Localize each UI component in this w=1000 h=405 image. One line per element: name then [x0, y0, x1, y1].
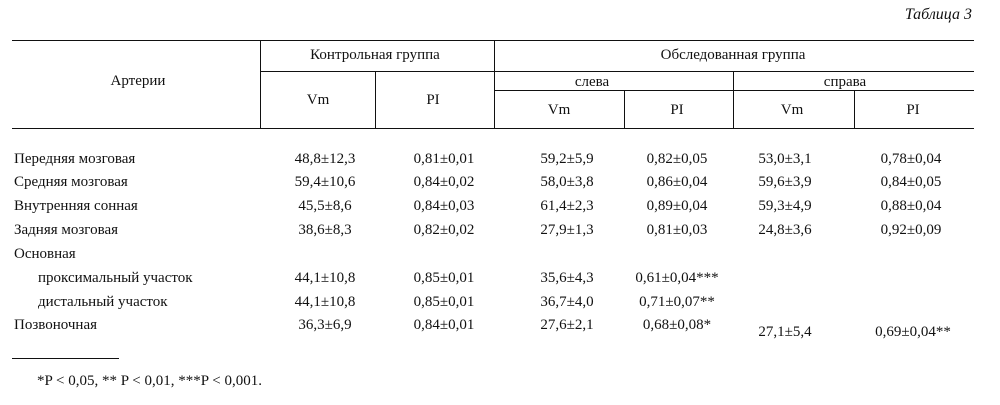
control-pi-value: 0,85±0,01 — [413, 294, 475, 310]
header-left-vm: Vm — [547, 102, 571, 118]
column-divider-2 — [375, 71, 376, 128]
header-right: справа — [823, 74, 867, 90]
right-pi-value: 0,84±0,05 — [880, 174, 942, 190]
column-divider-1 — [260, 40, 261, 128]
row-artery-name: Позвоночная — [14, 317, 98, 333]
control-vm-value: 38,6±8,3 — [298, 222, 352, 238]
control-vm-value: 44,1±10,8 — [294, 294, 356, 310]
left-vm-value: 35,6±4,3 — [540, 270, 594, 286]
left-pi-value: 0,86±0,04 — [646, 174, 708, 190]
control-vm-value: 44,1±10,8 — [294, 270, 356, 286]
right-vm-value: 24,8±3,6 — [758, 222, 812, 238]
control-pi-value: 0,82±0,02 — [413, 222, 475, 238]
right-pi-value: 0,92±0,09 — [880, 222, 942, 238]
header-right-pi: PI — [906, 102, 920, 118]
control-pi-value: 0,81±0,01 — [413, 151, 475, 167]
left-vm-value: 27,9±1,3 — [540, 222, 594, 238]
control-vm-value: 36,3±6,9 — [298, 317, 352, 333]
control-pi-value: 0,84±0,03 — [413, 198, 475, 214]
row-subsegment-name: проксимальный участок — [38, 270, 193, 286]
row-artery-name: Внутренняя сонная — [14, 198, 138, 214]
header-control-pi: PI — [426, 92, 440, 108]
significance-footnote: *P < 0,05, ** P < 0,01, ***P < 0,001. — [37, 373, 262, 389]
header-subrule-examined — [494, 71, 974, 72]
header-arteries: Артерии — [110, 73, 166, 89]
control-vm-value: 45,5±8,6 — [298, 198, 352, 214]
left-pi-value: 0,68±0,08* — [642, 317, 712, 333]
left-pi-value: 0,89±0,04 — [646, 198, 708, 214]
control-vm-value: 59,4±10,6 — [294, 174, 356, 190]
control-pi-value: 0,84±0,01 — [413, 317, 475, 333]
right-pi-value: 0,78±0,04 — [880, 151, 942, 167]
header-subrule-control — [260, 71, 494, 72]
row-group-label: Основная — [14, 246, 76, 262]
row-artery-name: Задняя мозговая — [14, 222, 119, 238]
left-vm-value: 27,6±2,1 — [540, 317, 594, 333]
footnote-rule — [12, 358, 119, 359]
right-pi-value: 0,88±0,04 — [880, 198, 942, 214]
table-caption: Таблица 3 — [904, 6, 972, 23]
right-vm-value: 27,1±5,4 — [758, 324, 812, 340]
header-left-pi: PI — [670, 102, 684, 118]
column-divider-5 — [733, 71, 734, 128]
left-vm-value: 58,0±3,8 — [540, 174, 594, 190]
right-vm-value: 53,0±3,1 — [758, 151, 812, 167]
left-pi-value: 0,81±0,03 — [646, 222, 708, 238]
left-pi-value: 0,61±0,04*** — [635, 270, 719, 286]
header-examined-group: Обследованная группа — [660, 47, 806, 63]
row-artery-name: Средняя мозговая — [14, 174, 128, 190]
right-pi-value: 0,69±0,04** — [875, 324, 951, 340]
column-divider-3 — [494, 40, 495, 128]
right-vm-value: 59,6±3,9 — [758, 174, 812, 190]
column-divider-4 — [624, 90, 625, 128]
control-pi-value: 0,85±0,01 — [413, 270, 475, 286]
header-bottom-rule — [12, 128, 974, 129]
control-vm-value: 48,8±12,3 — [294, 151, 356, 167]
header-subrule-sides — [494, 90, 974, 91]
header-right-vm: Vm — [780, 102, 804, 118]
left-vm-value: 59,2±5,9 — [540, 151, 594, 167]
header-control-vm: Vm — [306, 92, 330, 108]
left-vm-value: 36,7±4,0 — [540, 294, 594, 310]
table-top-rule — [12, 40, 974, 41]
left-pi-value: 0,82±0,05 — [646, 151, 708, 167]
header-control-group: Контрольная группа — [310, 47, 440, 63]
right-vm-value: 59,3±4,9 — [758, 198, 812, 214]
row-subsegment-name: дистальный участок — [38, 294, 168, 310]
left-pi-value: 0,71±0,07** — [639, 294, 715, 310]
column-divider-6 — [854, 90, 855, 128]
left-vm-value: 61,4±2,3 — [540, 198, 594, 214]
header-left: слева — [574, 74, 610, 90]
control-pi-value: 0,84±0,02 — [413, 174, 475, 190]
row-artery-name: Передняя мозговая — [14, 151, 136, 167]
